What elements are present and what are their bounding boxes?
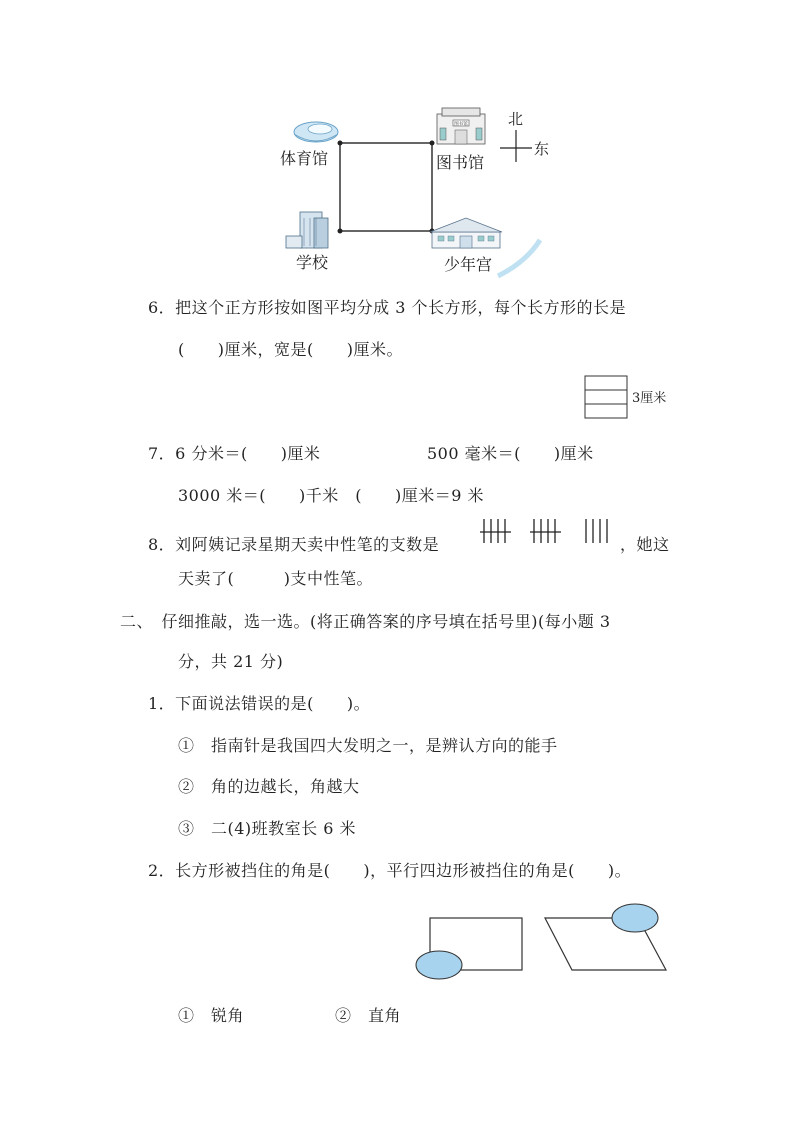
decorative-swoosh — [498, 240, 540, 276]
svg-text:东: 东 — [534, 140, 550, 158]
school-icon — [286, 212, 328, 248]
q7-part-a: 7．6 分米＝( )厘米 — [148, 444, 321, 463]
label-stadium: 体育馆 — [280, 149, 329, 168]
label-school: 学校 — [296, 253, 329, 272]
q2-1-option-3: ③ 二(4)班教室长 6 米 — [178, 819, 357, 838]
label-library: 图书馆 — [436, 153, 485, 172]
parallelogram-cover-blob — [612, 904, 658, 932]
svg-text:图书馆: 图书馆 — [454, 122, 468, 127]
map-square-route — [340, 143, 432, 231]
q6-square-figure — [582, 374, 682, 420]
q7-part-b: 500 毫米＝( )厘米 — [427, 444, 594, 463]
svg-text:北: 北 — [508, 110, 524, 128]
label-youth-palace: 少年宫 — [444, 255, 493, 274]
section2-heading-line1: 二、 仔细推敲，选一选。(将正确答案的序号填在括号里)(每小题 3 — [120, 612, 611, 631]
q2-1-option-2: ② 角的边越长，角越大 — [178, 777, 360, 796]
q7-part-c: 3000 米＝( )千米 ( )厘米＝9 米 — [178, 486, 485, 505]
q6-line2: ( )厘米，宽是( )厘米。 — [178, 340, 403, 359]
compass-icon — [500, 110, 549, 162]
stadium-icon — [294, 122, 338, 142]
tally-marks — [478, 516, 618, 546]
q2-1-stem: 1．下面说法错误的是( )。 — [148, 694, 371, 713]
section2-heading-line2: 分，共 21 分) — [178, 652, 284, 671]
location-map — [270, 100, 560, 280]
q6-figure-label: 3厘米 — [632, 391, 667, 406]
rectangle-cover-blob — [416, 951, 462, 979]
q2-2-option-2: ② 直角 — [335, 1006, 402, 1025]
q2-2-figures — [412, 900, 676, 984]
q8-line1-prefix: 8．刘阿姨记录星期天卖中性笔的支数是 — [148, 535, 440, 554]
library-icon — [437, 108, 485, 144]
q2-2-option-1: ① 锐角 — [178, 1006, 245, 1025]
q6-line1: 6．把这个正方形按如图平均分成 3 个长方形，每个长方形的长是 — [148, 298, 627, 317]
q8-line2: 天卖了( )支中性笔。 — [178, 569, 373, 588]
q2-2-stem: 2．长方形被挡住的角是( )，平行四边形被挡住的角是( )。 — [148, 861, 632, 880]
q2-1-option-1: ① 指南针是我国四大发明之一，是辨认方向的能手 — [178, 736, 558, 755]
youth-palace-icon — [430, 218, 502, 248]
q8-line1-suffix: ，她这 — [620, 535, 670, 554]
